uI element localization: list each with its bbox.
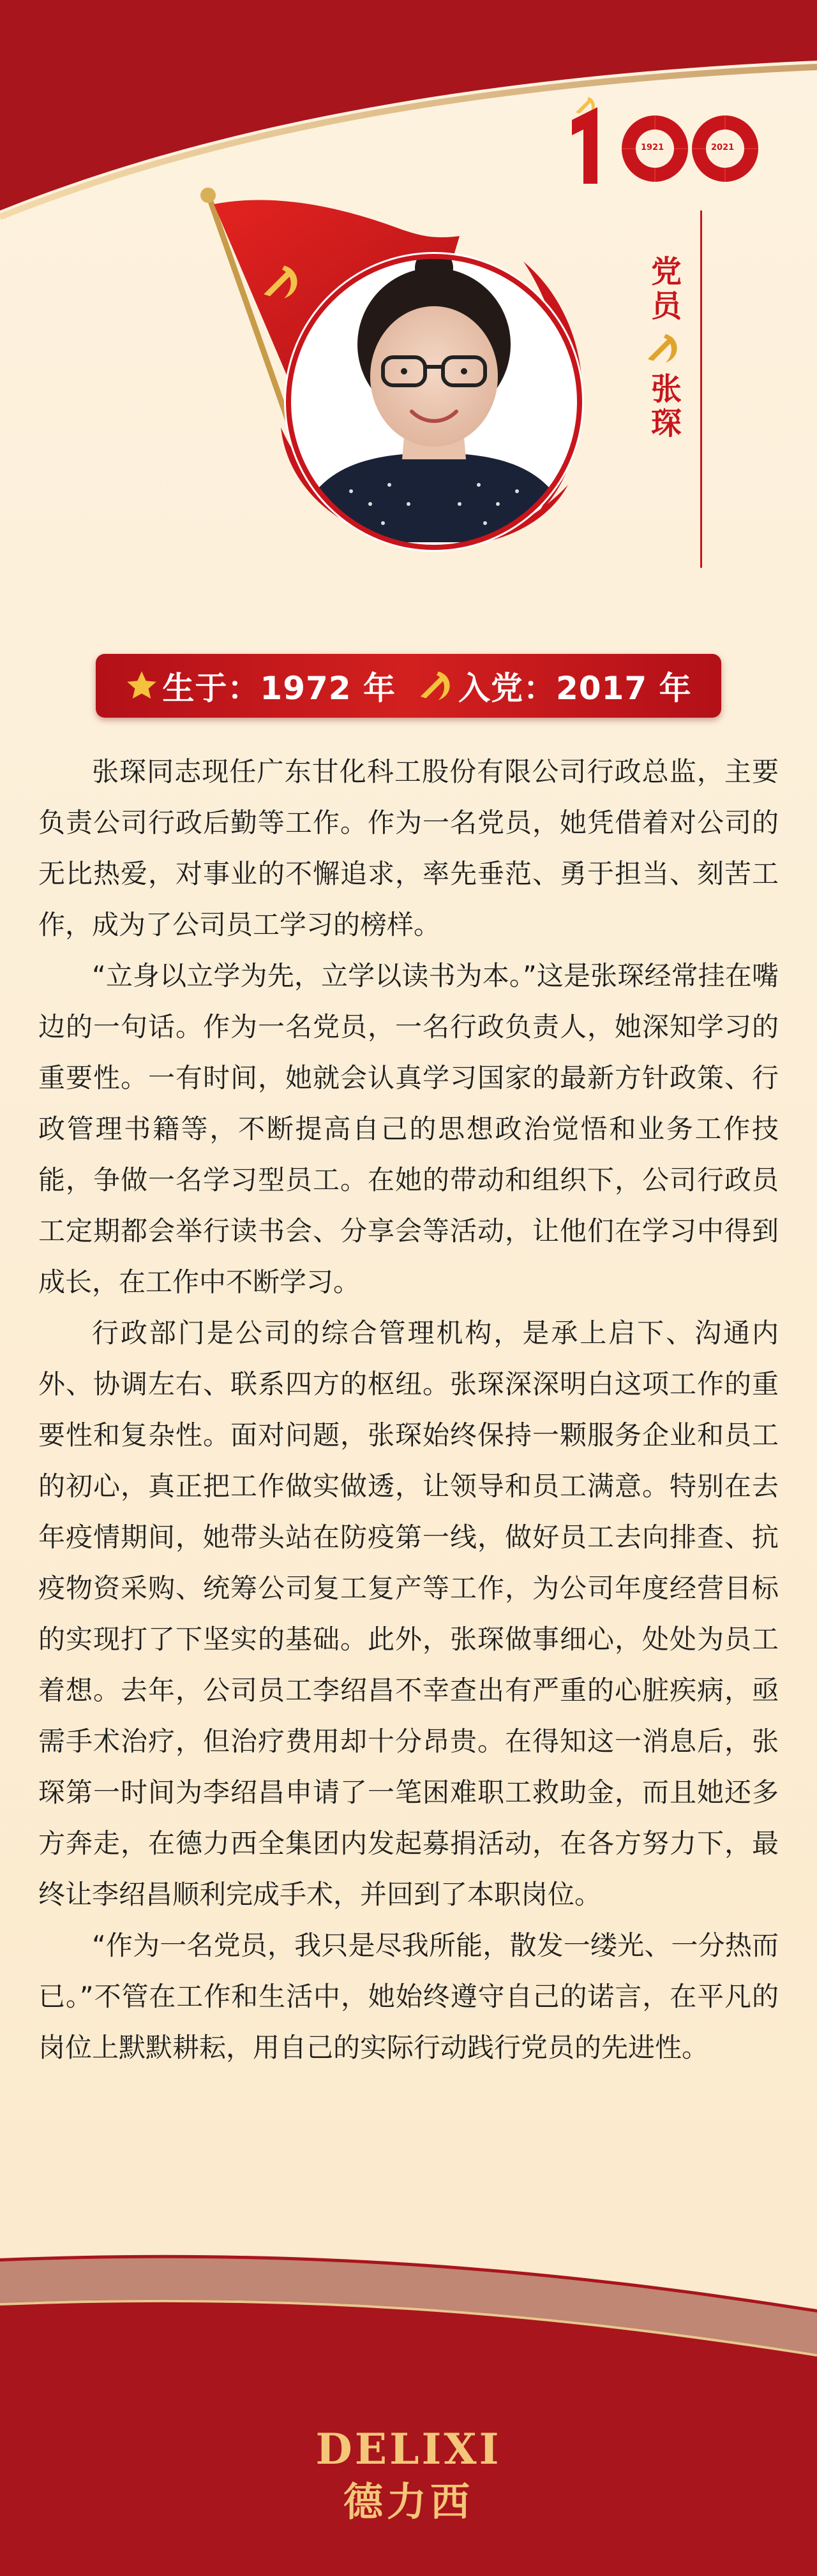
hammer-sickle-icon: [419, 668, 454, 704]
joined-label: 入党：2017 年: [458, 670, 692, 707]
paragraph-3: 行政部门是公司的综合管理机构，是承上启下、沟通内外、协调左右、联系四方的枢纽。张琛深深明白这项工作的重要性和复杂性。面对问题，张琛始终保持一颗服务企业和员工的初心，真正把工作做实做透，让领导和员工满意。特别在去年疫情期间，她带头站在防疫第一线，做好员工去向排查、抗疫物资采购、统筹公司复工复产等工作，为公司年度经营目标的实现打了下坚实的基础。此外，张琛做事细心，处处为员工着想。去年，公司员工李绍昌不幸查出有严重的心脏疾病，亟需手术治疗，但治疗费用却十分昂贵。在得知这一消息后，张琛第一时间为李绍昌申请了一笔困难职工救助金，而且她还多方奔走，在德力西全集团内发起募捐活动，在各方努力下，最终让李绍昌顺利完成手术，并回到了本职岗位。: [38, 1317, 779, 1910]
info-banner: [96, 654, 721, 718]
brand-name-en: DELIXI: [315, 2424, 502, 2474]
joined-segment: [419, 663, 692, 709]
star-icon: [125, 669, 158, 702]
divider-line: [700, 211, 702, 568]
born-segment: [125, 663, 396, 709]
member-role: 党员: [645, 255, 682, 324]
born-label: 生于：1972 年: [162, 670, 396, 707]
member-title: [638, 255, 689, 441]
party-emblem-icon: [559, 82, 770, 190]
brand-logo: [0, 2424, 817, 2527]
flag-portrait: [191, 185, 638, 593]
paragraph-2: “立身以立学为先，立学以读书为本。”这是张琛经常挂在嘴边的一句话。作为一名党员，一名行政负责人，她深知学习的重要性。一有时间，她就会认真学习国家的最新方针政策、行政管理书籍等，不断提高自己的思想政治觉悟和业务工作技能，争做一名学习型员工。在她的带动和组织下，公司行政员工定期都会举行读书会、分享会等活动，让他们在学习中得到成长，在工作中不断学习。: [38, 960, 779, 1298]
brand-name-cn: 德力西: [343, 2478, 474, 2525]
centenary-logo: [559, 82, 770, 190]
hammer-sickle-icon: [646, 330, 682, 366]
start-year: 1921: [641, 143, 664, 152]
paragraph-4: “作为一名党员，我只是尽我所能，散发一缕光、一分热而已。”不管在工作和生活中，她始终遵守自己的诺言，在平凡的岗位上默默耕耘，用自己的实际行动践行党员的先进性。: [38, 1930, 779, 2063]
end-year: 2021: [711, 143, 735, 152]
member-name: 张琛: [645, 373, 682, 441]
paragraph-1: 张琛同志现任广东甘化科工股份有限公司行政总监，主要负责公司行政后勤等工作。作为一名党员，她凭借着对公司的无比热爱，对事业的不懈追求，率先垂范、勇于担当、刻苦工作，成为了公司员工学习的榜样。: [38, 756, 779, 940]
article-body: [38, 746, 779, 2073]
